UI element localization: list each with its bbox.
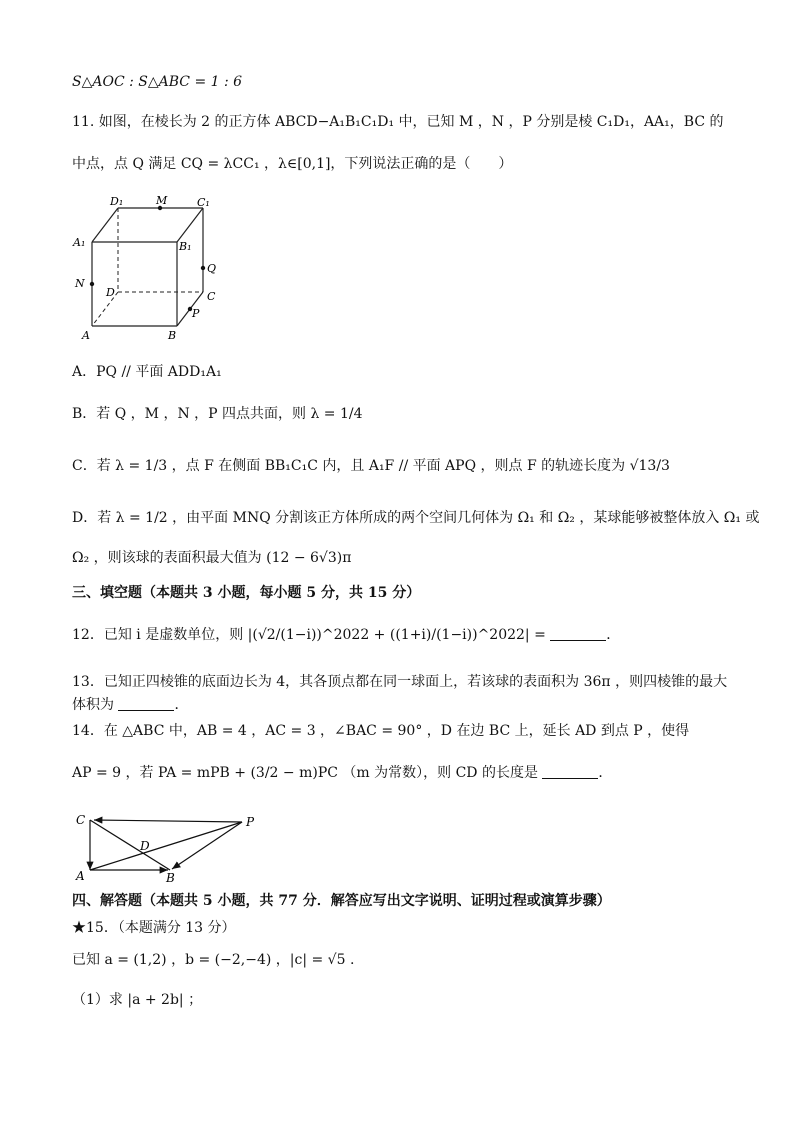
q11-option-d-line2: Ω₂ ，则该球的表面积最大值为 (12 − 6√3)π [72, 550, 352, 566]
q14-answer-blank [542, 764, 598, 779]
q14-stem-line2: AP = 9 ，若 PA = mPB + (3/2 − m)PC （m 为常数），则 CD 的长度是 ． [72, 765, 613, 781]
q15-part1: （1）求 |a + 2b| ； [72, 992, 203, 1008]
q11-option-c: C．若 λ = 1/3 ，点 F 在侧面 BB₁C₁C 内，且 A₁F // 平面 APQ ，则点 F 的轨迹长度为 √13/3 [72, 458, 670, 474]
q11-option-b: B．若 Q ，M ，N ，P 四点共面，则 λ = 1/4 [72, 406, 363, 422]
area-ratio-formula: S△AOC : S△ABC = 1 : 6 [72, 74, 243, 90]
label-d: D [106, 286, 115, 299]
label-b: B [168, 329, 177, 342]
label-a: A [82, 329, 90, 342]
q11-stem-line1: 11. 如图，在棱长为 2 的正方体 ABCD−A₁B₁C₁D₁ 中，已知 M ，N ，P 分别是棱 C₁D₁，AA₁，BC 的 [72, 114, 724, 130]
label-a1: A₁ [73, 236, 86, 249]
label-b1: B₁ [179, 240, 192, 253]
label-n: N [75, 277, 85, 290]
tri-label-d: D [140, 839, 150, 853]
tri-label-p: P [246, 815, 255, 829]
q12-text: 12．已知 i 是虚数单位，则 |(√2/(1−i))^2022 + ((1+i)/(1−i))^2022| = [72, 627, 546, 643]
tri-label-c: C [76, 813, 86, 827]
label-c1: C₁ [197, 196, 210, 209]
cube-figure [70, 192, 230, 344]
q11-stem-line2: 中点，点 Q 满足 CQ = λCC₁ ，λ∈[0,1]，下列说法正确的是（ ） [72, 156, 513, 172]
label-d1: D₁ [110, 195, 124, 208]
label-q: Q [207, 262, 217, 275]
tri-label-b: B [166, 871, 175, 884]
q13-text: 体积为 [72, 697, 114, 713]
q13-answer-blank [118, 696, 174, 711]
q11-option-a: A．PQ // 平面 ADD₁A₁ [72, 364, 222, 380]
label-c: C [207, 290, 216, 303]
q13-stem-line1: 13．已知正四棱锥的底面边长为 4，其各顶点都在同一球面上，若该球的表面积为 36π ，则四棱锥的最大 [72, 674, 728, 690]
q12-answer-blank [550, 626, 606, 641]
triangle-figure [70, 808, 270, 884]
q15-given: 已知 a = (1,2) ，b = (−2,−4) ，|c| = √5 . [72, 952, 355, 968]
section-3-heading: 三、填空题（本题共 3 小题，每小题 5 分，共 15 分） [72, 585, 421, 601]
q14-stem-line1: 14．在 △ABC 中，AB = 4 ，AC = 3 ，∠BAC = 90° ，D 在边 BC 上，延长 AD 到点 P ，使得 [72, 723, 690, 739]
q13-stem-line2: 体积为 ． [72, 697, 189, 713]
section-4-heading: 四、解答题（本题共 5 小题，共 77 分．解答应写出文字说明、证明过程或演算步骤） [72, 893, 611, 909]
q11-option-d-line1: D．若 λ = 1/2 ，由平面 MNQ 分割该正方体所成的两个空间几何体为 Ω₁ 和 Ω₂ ，某球能够被整体放入 Ω₁ 或 [72, 510, 760, 526]
tri-label-a: A [76, 869, 85, 883]
label-m: M [156, 194, 168, 207]
q12-stem: 12．已知 i 是虚数单位，则 |(√2/(1−i))^2022 + ((1+i)/(1−i))^2022| = ． [72, 627, 621, 643]
q14-text: AP = 9 ，若 PA = mPB + (3/2 − m)PC （m 为常数），则 CD 的长度是 [72, 765, 538, 781]
label-p: P [192, 307, 200, 320]
q15-header: ★15．（本题满分 13 分） [72, 920, 236, 936]
